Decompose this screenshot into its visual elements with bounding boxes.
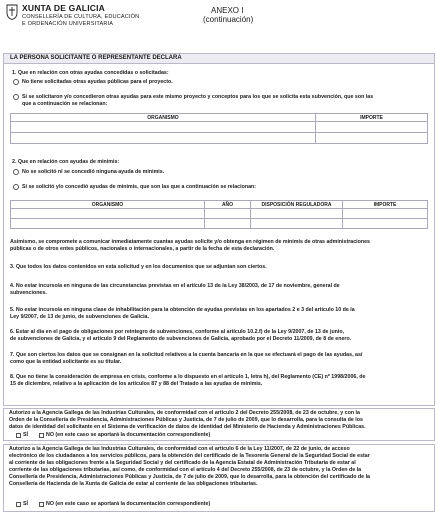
auth1-line2: Orden de la Consellería de Presidencia, Administraciones Públicas y Justicia, de 7 de julio de 2009, que lo desarrolla, para la consulta de los [9, 417, 363, 423]
q1-yes-aid-label-line2: que a continuación se relacionan: [22, 100, 108, 107]
auth2-yes-label: SÍ [23, 501, 29, 507]
q2-yes-minimis-label: Sí se solicitó y/o concedió ayudas de minimis, que son las que a continuación se relacionan: [22, 183, 257, 190]
section-header [4, 54, 434, 64]
table-header-row [11, 201, 428, 209]
q2-question: 2. Que en relación con ayudas de minimis: [12, 159, 120, 165]
col-organism: ORGANISMO [11, 114, 316, 122]
col-amount: IMPORTE [316, 114, 428, 122]
declaration-7-line1: 7. Que son ciertos los datos que se consignan en la solicitud relativos a la cuenta bancaria en la que se efectuará el pago de las ayudas, así [10, 352, 363, 358]
auth2-line1: Autorizo a la Agencia Gallega de las Industrias Culturales, de conformidad con el artículo 6 de la Ley 11/2007, de 22 de junio, de acceso [9, 446, 350, 452]
year-cell[interactable] [205, 219, 251, 229]
q1-yes-aid-radio[interactable] [13, 94, 19, 100]
org-name: XUNTA DE GALICIA [22, 3, 106, 13]
page-header [4, 2, 434, 42]
auth2-line6: Consellería de Hacienda de la Xunta de Galicia de estar al corriente de las obligaciones tributarias. [9, 481, 258, 487]
declaration-4-line1: 4. No estar incurso/a en ninguna de las circunstancias previstas en el artículo 13 de la Ley 38/2003, de 17 de noviembre, general de [10, 283, 340, 289]
auth1-yes-label: SÍ [23, 432, 29, 438]
q2-yes-minimis-radio[interactable] [13, 184, 19, 190]
annex-subtitle: (continuación) [203, 15, 254, 24]
amount-cell[interactable] [316, 133, 428, 144]
q2-no-minimis-label: No se solicitó ni se concedió ninguna ayuda de minimis. [22, 168, 165, 175]
identity-consent-box [3, 408, 435, 441]
q1-no-aid-radio[interactable] [13, 79, 19, 85]
q1-yes-aid-label-line1: Sí se solicitaron y/o concedieron otras ayudas para este mismo proyecto y conceptos para los que se solicita esta subvención, que son las [22, 93, 374, 100]
col-organism: ORGANISMO [11, 201, 205, 209]
auth2-line3: al corriente de las obligaciones frente a la Seguridad Social y del certificado de la Agencia Estatal de Administración Tributaria de estar al [9, 460, 356, 466]
auth1-no-label: NO (en este caso se aportará la documentación correspondiente) [46, 432, 211, 438]
auth1-line3: datos de identidad del solicitante en el Sistema de verificación de datos de identidad del Ministerio de Hacienda y Administraciones Públicas. [9, 424, 366, 430]
amount-cell[interactable] [316, 122, 428, 133]
col-year: AÑO [205, 201, 251, 209]
certificates-consent-box [3, 444, 435, 512]
table-header-row [11, 114, 428, 122]
table-row [11, 209, 428, 219]
declaration-7-line2: como que la entidad solicitante es su titular. [10, 359, 122, 365]
declaration-section [3, 53, 435, 406]
q2-no-minimis-radio[interactable] [13, 169, 19, 175]
declaration-5-line1: 5. No estar incurso/a en ninguna clase de inhabilitación para la obtención de ayudas previstas en los apartados 2 e 3 del artículo 10 de la [10, 307, 355, 313]
year-cell[interactable] [205, 209, 251, 219]
auth1-line1: Autorizo a la Agencia Gallega de las Industrias Culturales, de conformidad con el artículo 2 del Decreto 255/2008, de 23 de octubre, y con la [9, 410, 360, 416]
table-row [11, 122, 428, 133]
section-title: LA PERSONA SOLICITANTE O REPRESENTANTE DECLARA [10, 55, 182, 61]
declaration-4-line2: subvenciones. [10, 290, 47, 296]
declaration-3: 3. Que todos los datos contenidos en esta solicitud y en los documentos que se adjuntan son ciertos. [10, 264, 267, 270]
amount-cell[interactable] [343, 209, 428, 219]
amount-cell[interactable] [343, 219, 428, 229]
declaration-8-line1: 8. Que no tiene la consideración de empresa en crisis, conforme a lo dispuesto en el artículo 1, letra h), del Reglamento (CE) nº 1998/2006, de [10, 374, 366, 380]
table-row [11, 133, 428, 144]
declaration-8-line2: 15 de diciembre, relativo a la aplicación de los artículos 87 y 88 del Tratado a las ayudas de minimis. [10, 381, 263, 387]
org-department-line1: CONSELLERÍA DE CULTURA, EDUCACIÓN [22, 14, 140, 20]
col-regulation: DISPOSICIÓN REGULADORA [251, 201, 343, 209]
regulation-cell[interactable] [251, 209, 343, 219]
auth2-yes-checkbox[interactable] [16, 502, 21, 507]
auth2-no-label: NO (en este caso se aportará la documentación correspondiente) [46, 501, 211, 507]
q1-no-aid-label: No tiene solicitadas otras ayudas públicas para el proyecto. [22, 78, 173, 85]
auth2-line2: electrónico de los ciudadanos a los servicios públicos, para la obtención del certificado de la Tesorería General de la Seguridad Social de estar [9, 453, 370, 459]
organism-cell[interactable] [11, 209, 205, 219]
auth1-no-checkbox[interactable] [39, 433, 44, 438]
q2-minimis-table [10, 200, 428, 229]
declaration-5-line2: Ley 9/2007, de 13 de junio, de subvenciones de Galicia. [10, 314, 149, 320]
organism-cell[interactable] [11, 219, 205, 229]
auth2-line5: Consellería de Presidencia, Administraciones Públicas y Justicia, de 7 de julio de 2009, que lo desarrolla, para la obtención del certificado de la [9, 474, 371, 480]
table-row [11, 219, 428, 229]
q1-aid-table [10, 113, 428, 144]
regulation-cell[interactable] [251, 219, 343, 229]
org-department-line2: E ORDENACIÓN UNIVERSITARIA [22, 21, 114, 27]
auth2-no-checkbox[interactable] [39, 502, 44, 507]
xunta-shield-icon [6, 4, 18, 20]
auth1-yes-checkbox[interactable] [16, 433, 21, 438]
declaration-6-line1: 6. Estar al día en el pago de obligaciones por reintegro de subvenciones, conforme al artículo 10.2.f) de la Ley 9/2007, de 13 de junio, [10, 329, 345, 335]
commitment-line1: Asimismo, se compromete a comunicar inmediatamente cuantas ayudas solicite y/o obtenga en régimen de minimis de otras administraciones [10, 239, 371, 245]
auth2-line4: corriente de las obligaciones tributarias, así como, de conformidad con el artículo 4 del Decreto 255/2008, de 23 de octubre, y la Orden de la [9, 467, 362, 473]
col-amount: IMPORTE [343, 201, 428, 209]
annex-title: ANEXO I [211, 6, 244, 15]
declaration-6-line2: de subvenciones de Galicia, y el artículo 9 del Reglamento de subvenciones de Galicia, aprobado por el Decreto 11/2009, de 8 de enero. [10, 336, 352, 342]
commitment-line2: públicas o de otros entes públicos, nacionales o internacionales, a partir de la fecha de esta declaración. [10, 246, 275, 252]
q1-question: 1. Que en relación con otras ayudas concedidas o solicitadas: [12, 70, 169, 76]
organism-cell[interactable] [11, 122, 316, 133]
organism-cell[interactable] [11, 133, 316, 144]
